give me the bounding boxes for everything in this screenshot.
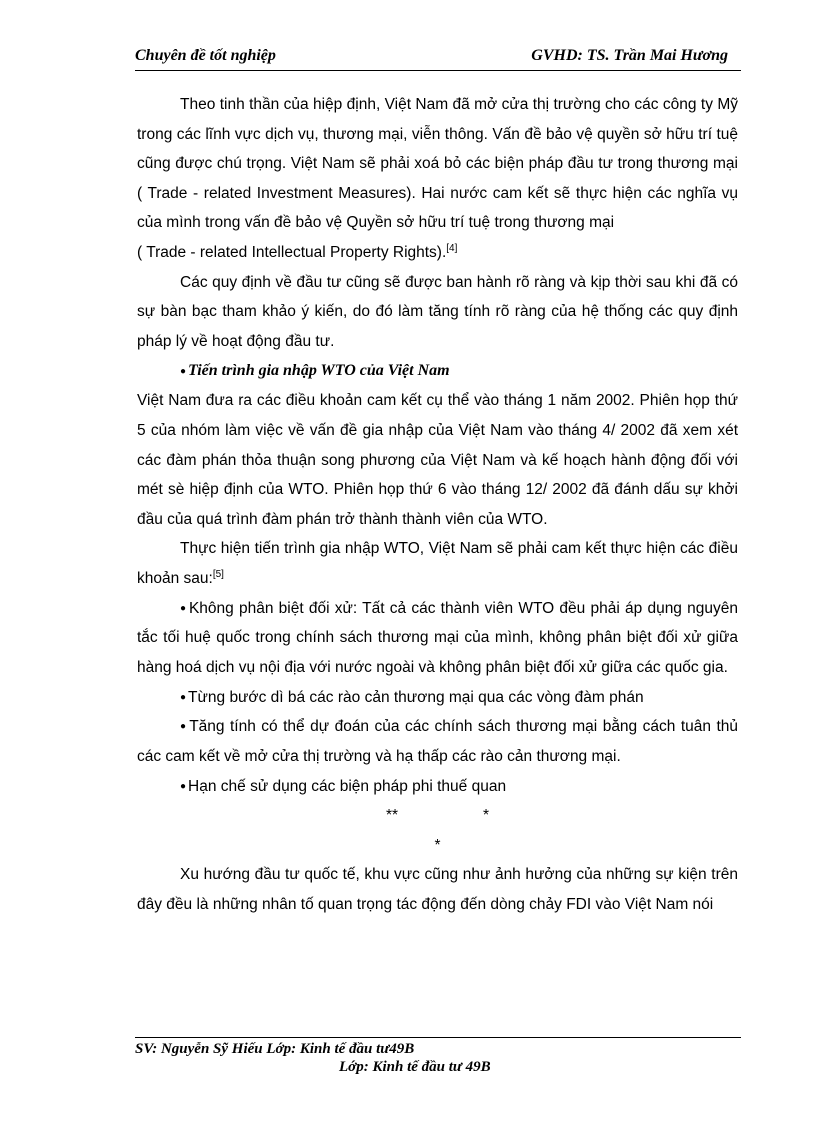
section-heading <box>137 356 738 386</box>
bullet-text: Tăng tính có thể dự đoán của các chính sách thương mại bằng cách tuân thủ các cam kết về mở cửa thị trường và hạ thấp các rào cản thương mại. <box>137 718 738 765</box>
bullet-icon: ● <box>180 691 187 703</box>
reference-4: [4] <box>446 242 458 254</box>
paragraph-1-continuation <box>137 238 738 268</box>
bullet-item-4 <box>137 772 738 802</box>
paragraph-1: Theo tinh thần của hiệp định, Việt Nam đã mở cửa thị trường cho các công ty Mỹ trong các lĩnh vực dịch vụ, thương mại, viễn thông. Vấn đề bảo vệ quyền sở hữu trí tuệ cũng được chú trọng. Việt Nam sẽ phải xoá bỏ các biện pháp đầu tư trong thương mại ( Trade - related Investment Measures). Hai nước cam kết sẽ thực hiện các nghĩa vụ của mình trong vấn đề bảo vệ Quyền sở hữu trí tuệ trong thương mại <box>137 96 738 232</box>
footer-class: Lớp: Kinh tế đầu tư 49B <box>339 1059 491 1075</box>
bullet-text: Không phân biệt đối xử: Tất cả các thành viên WTO đều phải áp dụng nguyên tắc tối huệ quốc trong chính sách thương mại của mình, không phân biệt đối xử giữa hàng hoá dịch vụ nội địa với nước ngoài và không phân biệt đối xử giữa các quốc gia. <box>137 599 738 676</box>
bullet-icon: ● <box>180 602 187 614</box>
header-advisor: GVHD: TS. Trần Mai Hương <box>531 47 728 64</box>
document-body <box>137 90 738 920</box>
stars-left: ** <box>385 807 399 825</box>
paragraph-2: Các quy định về đầu tư cũng sẽ được ban hành rõ ràng và kịp thời sau khi đã có sự bàn bạc tham khảo ý kiến, do đó làm tăng tính rõ ràng của hệ thống các quy định pháp lý về hoạt động đầu tư. <box>137 273 738 350</box>
paragraph-5: Xu hướng đầu tư quốc tế, khu vực cũng như ảnh hưởng của những sự kiện trên đây đều là những nhân tố quan trọng tác động đến dòng chảy FDI vào Việt Nam nói <box>137 866 738 913</box>
header-divider <box>135 70 741 71</box>
bullet-item-2 <box>137 683 738 713</box>
separator-stars-1 <box>137 801 738 831</box>
header-title: Chuyên đề tốt nghiệp <box>135 47 276 64</box>
bullet-item-3 <box>137 712 738 771</box>
paragraph-4 <box>137 534 738 593</box>
bullet-text: Hạn chế sử dụng các biện pháp phi thuế quan <box>188 777 507 795</box>
footer-student: SV: Nguyễn Sỹ Hiếu Lớp: Kinh tế đầu tư49B <box>135 1041 415 1057</box>
bullet-text: Từng bước dì bá các rào cản thương mại qua các vòng đàm phán <box>188 688 644 706</box>
separator-stars-2: * <box>434 836 441 854</box>
bullet-icon: ● <box>180 365 187 377</box>
bullet-icon: ● <box>180 721 188 733</box>
trips-text: ( Trade - related Intellectual Property Rights). <box>137 243 447 261</box>
paragraph-4-text: Thực hiện tiến trình gia nhập WTO, Việt Nam sẽ phải cam kết thực hiện các điều khoản sau: <box>137 540 738 588</box>
footer-divider <box>135 1037 741 1038</box>
stars-right: * <box>483 807 490 825</box>
bullet-item-1 <box>137 594 738 683</box>
bullet-icon: ● <box>180 780 187 792</box>
page-header <box>135 43 728 71</box>
paragraph-3: Việt Nam đưa ra các điều khoản cam kết cụ thể vào tháng 1 năm 2002. Phiên họp thứ 5 của nhóm làm việc về vấn đề gia nhập của Việt Nam vào tháng 4/ 2002 đã xem xét các đàm phán thỏa thuận song phương của Việt Nam và kế hoạch hành động đối với mét sè hiệp định của WTO. Phiên họp thứ 6 vào tháng 12/ 2002 đã đánh dấu sự khởi đầu của quá trình đàm phán trở thành thành viên của WTO. <box>137 392 738 528</box>
reference-5: [5] <box>212 568 224 580</box>
section-heading-text: Tiến trình gia nhập WTO của Việt Nam <box>188 362 450 380</box>
